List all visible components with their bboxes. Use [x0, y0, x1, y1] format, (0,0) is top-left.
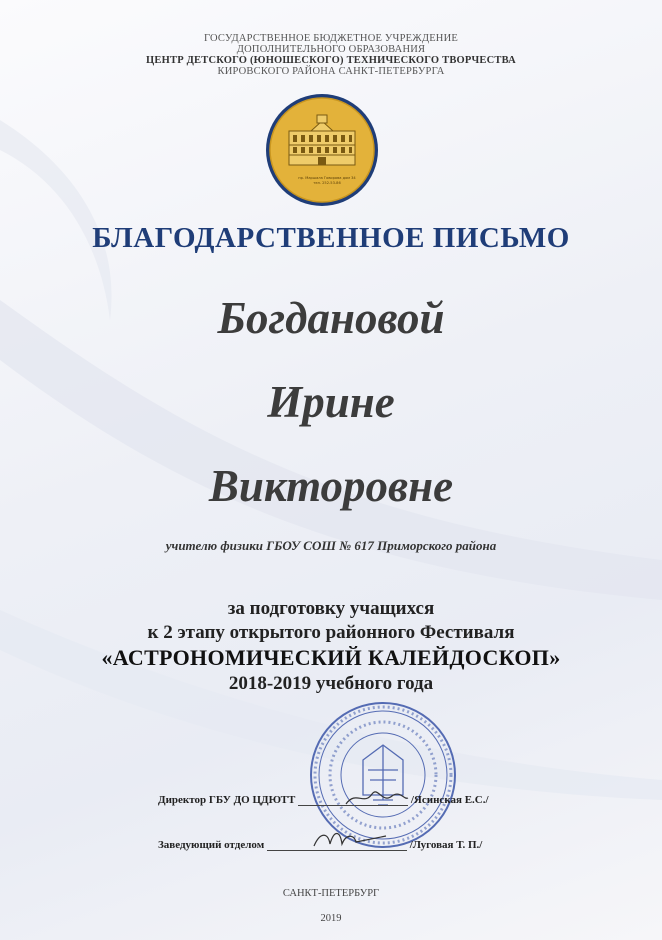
director-name: /Ясинская Е.С./ [410, 794, 489, 806]
director-signature [342, 786, 412, 810]
header-line-1: ГОСУДАРСТВЕННОЕ БЮДЖЕТНОЕ УЧРЕЖДЕНИЕ [203, 33, 458, 44]
festival-name: «АСТРОНОМИЧЕСКИЙ КАЛЕЙДОСКОП» [101, 645, 561, 670]
director-label: Директор ГБУ ДО ЦДЮТТ [158, 794, 296, 806]
head-label: Заведующий отделом [158, 839, 265, 851]
recipient-position: учителю физики ГБОУ СОШ № 617 Приморского района [165, 538, 497, 553]
institution-emblem [265, 93, 379, 207]
emblem-caption-1: пр. Маршала Говорова дом 34 [298, 176, 356, 180]
recipient-first-name: Ирине [267, 377, 395, 427]
director-signature-row [158, 793, 489, 806]
document-title: БЛАГОДАРСТВЕННОЕ ПИСЬМО [92, 222, 570, 254]
header-line-2: ДОПОЛНИТЕЛЬНОГО ОБРАЗОВАНИЯ [236, 44, 426, 55]
footer-year: 2019 [320, 913, 342, 924]
body-line-2: к 2 этапу открытого районного Фестиваля [147, 622, 515, 643]
head-signature [310, 826, 390, 852]
header-line-3: ЦЕНТР ДЕТСКОГО (ЮНОШЕСКОГО) ТЕХНИЧЕСКОГО ТВОРЧЕСТВА [146, 55, 516, 66]
body-line-4: 2018-2019 учебного года [228, 673, 434, 694]
recipient-surname: Богдановой [217, 293, 445, 343]
footer-city: САНКТ-ПЕТЕРБУРГ [282, 888, 380, 899]
emblem-caption-2: тел. 252-53-86 [313, 181, 341, 185]
recipient-patronymic: Викторовне [208, 461, 454, 511]
body-line-1: за подготовку учащихся [227, 598, 435, 619]
head-name: /Луговая Т. П./ [409, 839, 483, 851]
header-line-4: КИРОВСКОГО РАЙОНА САНКТ-ПЕТЕРБУРГА [217, 66, 445, 77]
